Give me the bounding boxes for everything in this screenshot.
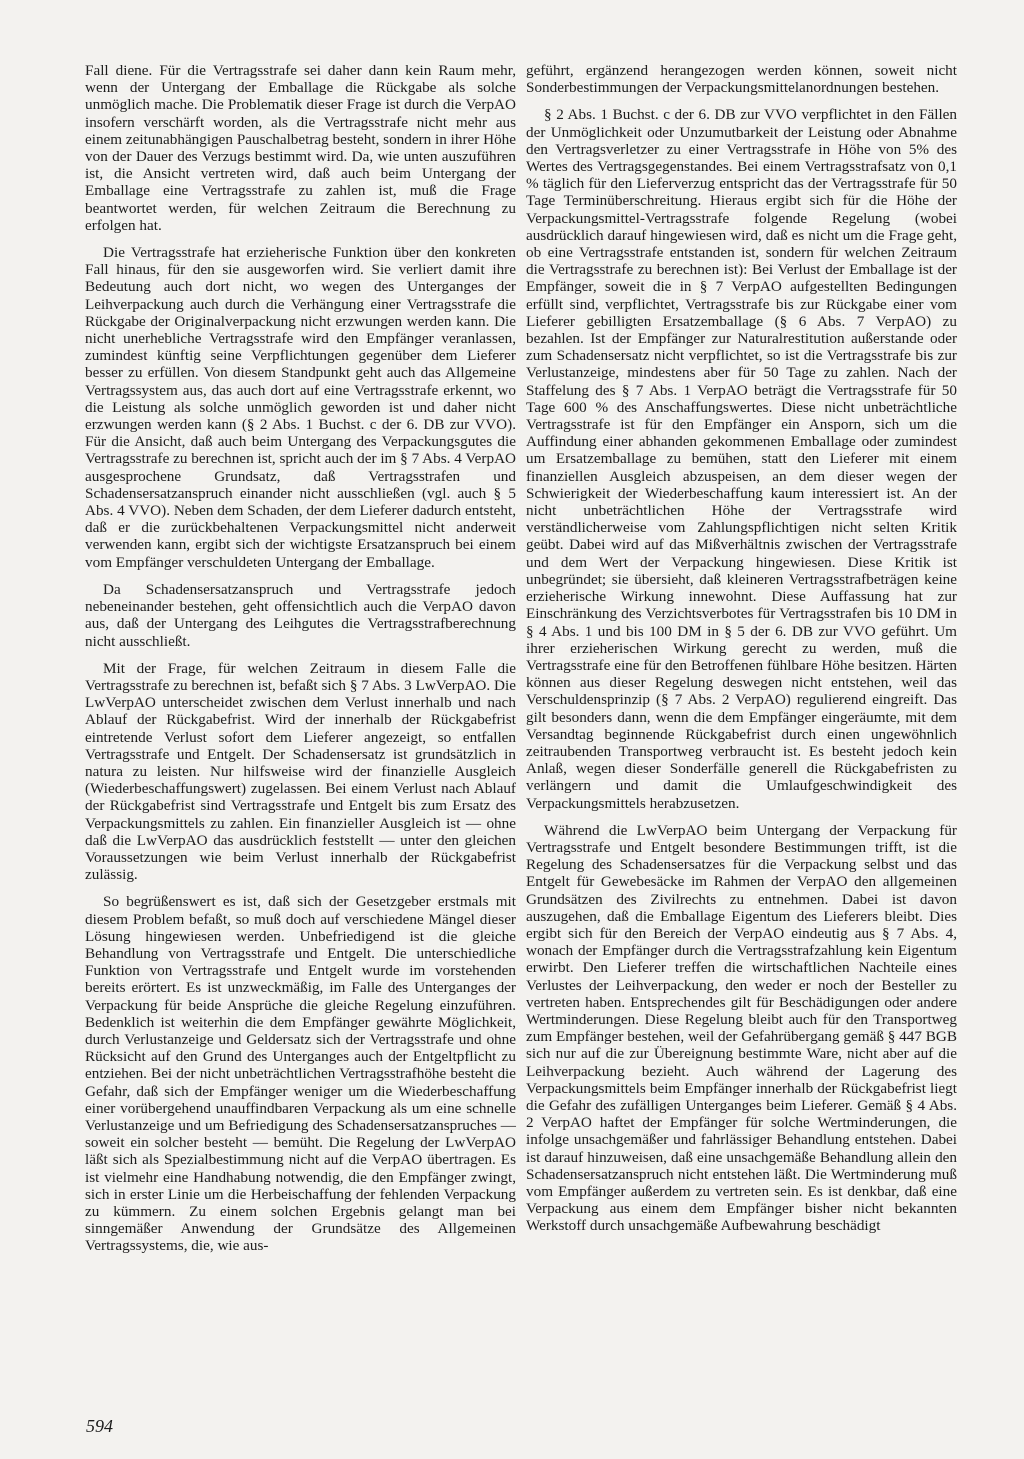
right-text-column (526, 62, 957, 1245)
paragraph: Die Vertragsstrafe hat erzieherische Funktion über den konkreten Fall hinaus, für den sie ausgeworfen wird. Sie verliert damit ihre Bedeutung auch dort nicht, wo wegen des Unterganges der Leihverpackung auch durch die Verhängung einer Vertragsstrafe die Rückgabe der Originalverpackung nicht erzwungen werden kann. Die nicht unerhebliche Vertragsstrafe wird den Empfänger veranlassen, zumindest künftig seine Verpflichtungen gegenüber dem Lieferer besser zu erfüllen. Von diesem Standpunkt geht auch das Allgemeine Vertragssystem aus, das auch dort auf eine Vertragsstrafe erkennt, wo die Leistung als solche unmöglich geworden ist und daher nicht erzwungen werden kann (§ 2 Abs. 1 Buchst. c der 6. DB zur VVO). Für die Ansicht, daß auch beim Untergang des Verpackungsgutes die Vertragsstrafe zu berechnen ist, spricht auch der im § 7 Abs. 4 VerpAO ausgesprochene Grundsatz, daß Vertragsstrafen und Schadensersatzanspruch einander nicht ausschließen (vgl. auch § 5 Abs. 4 VVO). Neben dem Schaden, der dem Lieferer dadurch entsteht, daß er die zurückbehaltenen Verpackungsmittel nicht anderweit verwenden kann, ergibt sich der wichtigste Ersatzanspruch bei einem vom Empfänger verschuldeten Untergang der Emballage. (85, 244, 516, 571)
paragraph: Während die LwVerpAO beim Untergang der Verpackung für Vertragsstrafe und Entgelt besondere Bestimmungen trifft, ist die Regelung des Schadensersatzes für die Verpackung selbst und das Entgelt für Gewebesäcke im Rahmen der VerpAO den allgemeinen Grundsätzen des Zivilrechts zu entnehmen. Dabei ist davon auszugehen, daß die Emballage Eigentum des Lieferers bleibt. Dies ergibt sich für den Bereich der VerpAO eindeutig aus § 7 Abs. 4, wonach der Empfänger durch die Vertragsstrafzahlung kein Eigentum erwirbt. Den Lieferer treffen die wirtschaftlichen Nachteile eines Verlustes der Leihverpackung, den weder er noch der Besteller zu vertreten haben. Entsprechendes gilt für Beschädigungen oder andere Wertminderungen. Diese Regelung bleibt auch für den Transportweg zum Empfänger bestehen, weil der Gefahrübergang gemäß § 447 BGB sich nur auf die zur Übereignung bestimmte Ware, nicht aber auf die Leihverpackung bezieht. Auch während der Lagerung des Verpackungsmittels beim Empfänger innerhalb der Rückgabefrist liegt die Gefahr des zufälligen Unterganges beim Lieferer. Gemäß § 4 Abs. 2 VerpAO haftet der Empfänger für solche Wertminderungen, die infolge unsachgemäßer und fahrlässiger Behandlung entstehen. Dabei ist darauf hinzuweisen, daß eine unsachgemäße Behandlung allein den Schadensersatzanspruch nicht entstehen läßt. Die Wertminderung muß vom Empfänger außerdem zu vertreten sein. Es ist denkbar, daß eine Verpackung aus einem dem Empfänger bisher nicht bekannten Werkstoff durch unsachgemäße Aufbewahrung beschädigt (526, 821, 957, 1235)
paragraph: geführt, ergänzend herangezogen werden können, soweit nicht Sonderbestimmungen der Verpackungsmittelanordnungen bestehen. (526, 62, 957, 97)
paragraph: Mit der Frage, für welchen Zeitraum in diesem Falle die Vertragsstrafe zu berechnen ist, befaßt sich § 7 Abs. 3 LwVerpAO. Die LwVerpAO unterscheidet zwischen dem Verlust innerhalb und nach Ablauf der Rückgabefrist. Wird der innerhalb der Rückgabefrist eintretende Verlust sofort dem Lieferer angezeigt, so entfallen Vertragsstrafe und Entgelt. Der Schadensersatz ist grundsätzlich in natura zu leisten. Nur hilfsweise wird der finanzielle Ausgleich (Wiederbeschaffungswert) zugelassen. Bei einem Verlust nach Ablauf der Rückgabefrist sind Vertragsstrafe und Entgelt bis zum Ersatz des Verpackungsmittels zu zahlen. Ein finanzieller Ausgleich ist — ohne daß die LwVerpAO das ausdrücklich feststellt — unter den gleichen Voraussetzungen wie beim Verlust innerhalb der Rückgabefrist zulässig. (85, 659, 516, 884)
paragraph: § 2 Abs. 1 Buchst. c der 6. DB zur VVO verpflichtet in den Fällen der Unmöglichkeit oder Unzumutbarkeit der Leistung oder Abnahme den Vertragsverletzer zu einer Vertragsstrafe in Höhe von 5% des Wertes des Vertragsgegenstandes. Bei einem Vertragsstrafsatz von 0,1 % täglich für den Lieferverzug entspricht das der Vertragsstrafe für 50 Tage Terminüberschreitung. Hieraus ergibt sich für die Höhe der Verpackungsmittel-Vertragsstrafe folgende Regelung (wobei ausdrücklich darauf hingewiesen wird, daß es nicht um die Frage geht, ob eine Vertragsstrafe entstanden ist, sondern für welchen Zeitraum die Vertragsstrafe zu berechnen ist): Bei Verlust der Emballage ist der Empfänger, soweit die in § 7 VerpAO aufgestellten Bedingungen erfüllt sind, verpflichtet, Vertragsstrafe bis zur Rückgabe einer vom Lieferer gebilligten Ersatzemballage (§ 6 Abs. 7 VerpAO) zu bezahlen. Ist der Empfänger zur Naturalrestitution außerstande oder zum Schadensersatz nicht verpflichtet, so ist die Vertragsstrafe bis zur Verlustanzeige, mindestens aber für 50 Tage zu zahlen. Nach der Staffelung des § 7 Abs. 1 VerpAO beträgt die Vertragsstrafe für 50 Tage 600 % des Anschaffungswertes. Diese nicht unbeträchtliche Vertragsstrafe ist für den Empfänger ein Ansporn, sich um die Auffindung einer abhanden gekommenen Emballage oder zumindest um Ersatzemballage zu bemühen, statt den Lieferer mit einem finanziellen Ausgleich abzuspeisen, an dem dieser wegen der Schwierigkeit der Wiederbeschaffung kaum interessiert ist. An der nicht unbeträchtlichen Höhe der Vertragsstrafe wird verständlicherweise vom Zahlungspflichtigen nicht selten Kritik geübt. Dabei wird auf das Mißverhältnis zwischen der Vertragsstrafe und dem Wert der Verpackung hingewiesen. Diese Kritik ist unbegründet; sie übersieht, daß kleineren Vertragsstrafbeträgen keine erzieherische Wirkung innewohnt. Diese Auffassung hat zur Einschränkung des Verzichtsverbotes für Vertragsstrafen bis 10 DM in § 4 Abs. 1 und bis 100 DM in § 5 der 6. DB zur VVO geführt. Um ihrer erzieherischen Wirkung gerecht zu werden, muß die Vertragsstrafe eine für den Betroffenen fühlbare Höhe besitzen. Härten können aus dieser Regelung deswegen nicht entstehen, weil das Verschuldensprinzip (§ 7 Abs. 2 VerpAO) regulierend eingreift. Das gilt besonders dann, wenn die dem Empfänger eingeräumte, mit dem Versandtag beginnende Rückgabefrist durch einen ungewöhnlich zeitraubenden Transportweg verbraucht ist. Es besteht jedoch kein Anlaß, wegen dieser Sonderfälle generell die Rückgabefristen zu verlängern und damit die Umlaufgeschwindigkeit des Verpackungsmittels herabzusetzen. (526, 106, 957, 812)
paragraph: Fall diene. Für die Vertragsstrafe sei daher dann kein Raum mehr, wenn der Untergang der Emballage die Rückgabe als solche unmöglich mache. Die Problematik dieser Frage ist durch die VerpAO insofern verschärft worden, als die Vertragsstrafe nicht mehr aus einem zeitunabhängigen Pauschalbetrag besteht, sondern in ihrer Höhe von der Dauer des Verzugs bestimmt wird. Da, wie unten auszuführen ist, die Ansicht vertreten wird, daß auch beim Untergang der Emballage eine Vertragsstrafe zu zahlen ist, muß die Frage beantwortet werden, für welchen Zeitraum die Berechnung zu erfolgen hat. (85, 62, 517, 234)
paragraph: Da Schadensersatzanspruch und Vertragsstrafe jedoch nebeneinander bestehen, geht offensichtlich auch die VerpAO davon aus, daß der Untergang des Leihgutes die Vertragsstrafberechnung nicht ausschließt. (85, 580, 516, 650)
page-number: 594 (86, 1416, 113, 1436)
paragraph: So begrüßenswert es ist, daß sich der Gesetzgeber erstmals mit diesem Problem befaßt, so muß doch auf verschiedene Mängel dieser Lösung hingewiesen werden. Unbefriedigend ist die gleiche Behandlung von Vertragsstrafe und Entgelt. Die unterschiedliche Funktion von Vertragsstrafe und Entgelt wurde im vorstehenden bereits erörtert. Es ist unzweckmäßig, im Falle des Unterganges der Verpackung für beide Ansprüche die gleiche Regelung einzuführen. Bedenklich ist weiterhin die dem Empfänger gewährte Möglichkeit, durch Verlustanzeige und Geldersatz sich der Vertragsstrafe und ohne Rücksicht auf den Grund des Unterganges auch der Entgeltpflicht zu entziehen. Bei der nicht unbeträchtlichen Vertragsstrafhöhe besteht die Gefahr, daß sich der Empfänger weniger um die Wiederbeschaffung einer vorübergehend unauffindbaren Verpackung als um eine schnelle Verlustanzeige und um Befriedigung des Schadensersatzanspruches — soweit ein solcher besteht — bemüht. Die Regelung der LwVerpAO läßt sich als Spezialbestimmung nicht auf die VerpAO übertragen. Es ist vielmehr eine Handhabung notwendig, die den Empfänger zwingt, sich in erster Linie um die Herbeischaffung der fehlenden Verpackung zu kümmern. Zu einem solchen Ergebnis gelangt man bei sinngemäßer Anwendung der Grundsätze des Allgemeinen Vertragssystems, die, wie aus- (85, 893, 516, 1255)
left-text-column (85, 62, 516, 1265)
